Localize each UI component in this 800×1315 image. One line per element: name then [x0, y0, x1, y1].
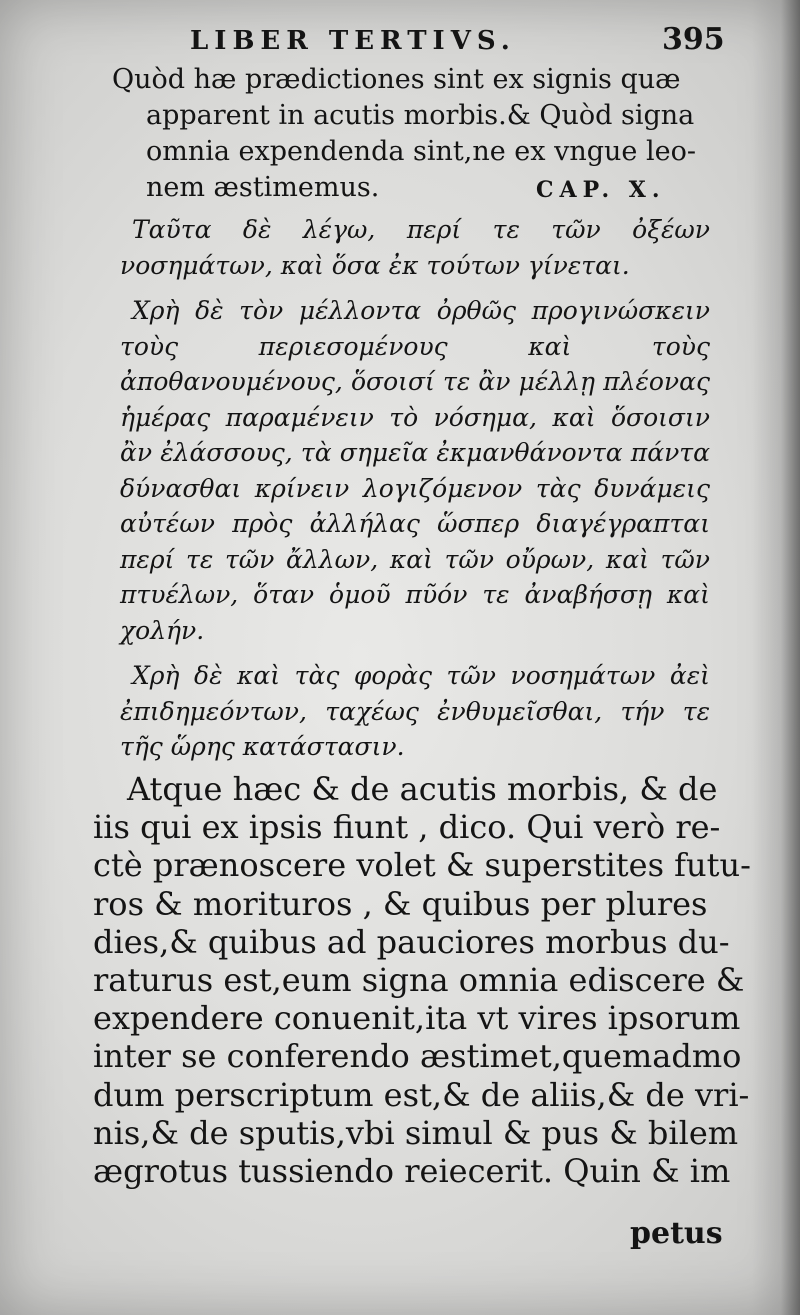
- latin-line: expendere conuenit,ita vt vires ipsorum: [93, 999, 741, 1038]
- latin-line: iis qui ex ipsis fiunt , dico. Qui verò re-: [93, 808, 721, 847]
- catchword: petus: [630, 1216, 723, 1251]
- latin-line: ctè prænoscere volet & superstites futu-: [93, 846, 751, 885]
- greek-paragraph: Χρὴ δὲ τὸν μέλλοντα ὀρθῶς προγινώσκειν τοὺς περιεσομένους καὶ τοὺς ἀποθανουμένους, ὅσοισί τε ἂν μέλλῃ πλέονας ἡμέρας παραμένειν τὸ νόσημα, καὶ ὅσοισιν ἂν ἐλάσσους, τὰ σημεῖα ἐκμανθάνοντα πάντα δύνασθαι κρίνειν λογιζόμενον τὰς δυνάμεις αὐτέων πρὸς ἀλλήλας ὥσπερ διαγέγραπται περί τε τῶν ἄλλων, καὶ τῶν οὔρων, καὶ τῶν πτυέλων, ὅταν ὁμοῦ πῦόν τε ἀναβήσσῃ καὶ χολήν.: [120, 296, 710, 645]
- chapter-heading-line: apparent in acutis morbis.& Quòd signa: [146, 100, 695, 131]
- latin-line: inter se conferendo æstimet,quemadmo: [93, 1037, 742, 1076]
- running-head: [0, 22, 800, 62]
- latin-line: dies,& quibus ad pauciores morbus du-: [93, 922, 730, 961]
- latin-text-block: [93, 770, 751, 1191]
- latin-line: dum perscriptum est,& de aliis,& de vri-: [93, 1075, 750, 1114]
- page-number: 395: [662, 22, 725, 57]
- chapter-heading: [112, 62, 712, 206]
- page-edge-shadow: [752, 0, 800, 1315]
- latin-line: ægrotus tussiendo reiecerit. Quin & im: [93, 1152, 731, 1191]
- running-title: LIBER TERTIVS.: [190, 26, 516, 56]
- greek-paragraph: Ταῦτα δὲ λέγω, περί τε τῶν ὀξέων νοσημάτων, καὶ ὅσα ἐκ τούτων γίνεται.: [120, 215, 710, 280]
- chapter-heading-line: Quòd hæ prædictiones sint ex signis quæ: [112, 64, 681, 95]
- greek-text-block: [120, 212, 710, 775]
- latin-line: ros & morituros , & quibus per plures: [93, 884, 708, 923]
- latin-line: Atque hæc & de acutis morbis, & de: [127, 770, 718, 808]
- greek-paragraph: Χρὴ δὲ καὶ τὰς φορὰς τῶν νοσημάτων ἀεὶ ἐπιδημεόντων, ταχέως ἐνθυμεῖσθαι, τήν τε τῆς ὥρης κατάστασιν.: [120, 661, 710, 761]
- latin-line: raturus est,eum signa omnia ediscere &: [93, 961, 745, 1000]
- chapter-heading-line: omnia expendenda sint,ne ex vngue leo-: [146, 136, 696, 167]
- latin-line: nis,& de sputis,vbi simul & pus & bilem: [93, 1113, 739, 1152]
- chapter-heading-line: nem æstimemus.: [146, 172, 380, 203]
- chapter-label: CAP. X.: [536, 177, 666, 203]
- chapter-heading-last-row: [112, 170, 712, 206]
